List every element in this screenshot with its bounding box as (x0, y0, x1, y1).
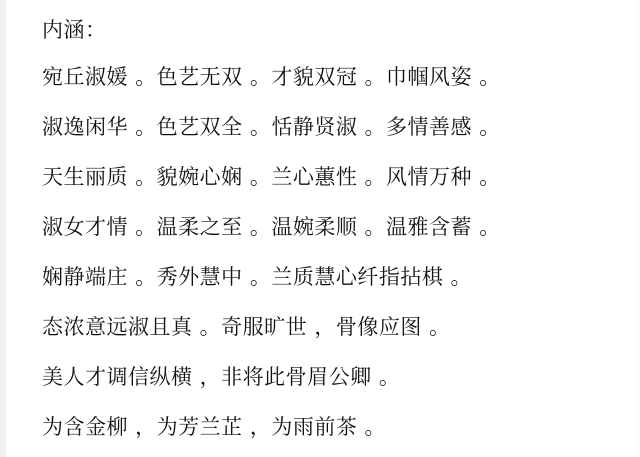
document-line: 美人才调信纵横 ，非将此骨眉公卿 。 (42, 365, 401, 389)
document-line: 淑女才情 。温柔之至 。温婉柔顺 。温雅含蓄 。 (42, 215, 501, 239)
document-line: 淑逸闲华 。色艺双全 。恬静贤淑 。多情善感 。 (42, 115, 501, 139)
page-right-edge (636, 0, 640, 457)
document-line: 娴静端庄 。秀外慧中 。兰质慧心纤指拈棋 。 (42, 265, 473, 289)
document-line: 天生丽质 。貌婉心娴 。兰心蕙性 。风情万种 。 (42, 165, 501, 189)
document-line: 宛丘淑媛 。色艺无双 。才貌双冠 。巾帼风姿 。 (42, 65, 501, 89)
document-line: 态浓意远淑且真 。奇服旷世 ，骨像应图 。 (42, 315, 451, 339)
page-left-edge (0, 0, 6, 457)
document-heading: 内涵： (42, 18, 107, 42)
document-line: 为含金柳 ，为芳兰芷 ，为雨前茶 。 (42, 415, 387, 439)
